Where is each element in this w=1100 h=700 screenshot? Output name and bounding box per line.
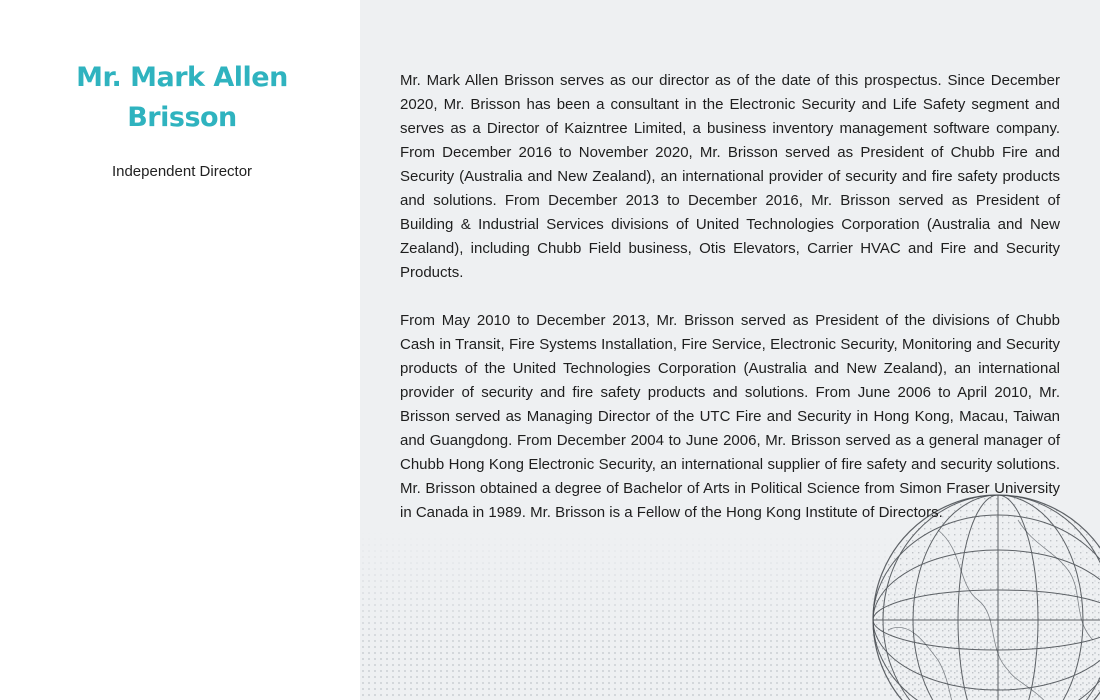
biography-paragraph-2: From May 2010 to December 2013, Mr. Brisson served as President of the divisions of Chubb Cash in Transit, Fire Systems Installation, Fire Service, Electronic Security, Monitoring and Security products of the United Technologies Corporation (Australia and New Zealand), an international provider of security and fire safety products and solutions. From June 2006 to April 2010, Mr. Brisson served as Managing Director of the UTC Fire and Security in Hong Kong, Macau, Taiwan and Guangdong. From December 2004 to June 2006, Mr. Brisson served as a general manager of Chubb Hong Kong Electronic Security, an international supplier of fire safety and security solutions. Mr. Brisson obtained a degree of Bachelor of Arts in Political Science from Simon Fraser University in Canada in 1989. Mr. Brisson is a Fellow of the Hong Kong Institute of Directors. — [400, 312, 1060, 521]
biography-paragraph-1: Mr. Mark Allen Brisson serves as our director as of the date of this prospectus. Since December 2020, Mr. Brisson has been a consultant in the Electronic Security and Life Safety segment and serves as a Director of Kaizntree Limited, a business inventory management software company. From December 2016 to November 2020, Mr. Brisson served as President of Chubb Fire and Security (Australia and New Zealand), an international provider of security and fire safety products and solutions. From December 2013 to December 2016, Mr. Brisson served as President of Building & Industrial Services divisions of United Technologies Corporation (Australia and New Zealand), including Chubb Field business, Otis Elevators, Carrier HVAC and Fire and Security Products. — [400, 72, 1060, 281]
biography-text — [400, 69, 1060, 549]
director-role: Independent Director — [111, 163, 253, 180]
biography-panel — [360, 0, 1100, 700]
profile-panel — [0, 0, 360, 700]
director-name: Mr. Mark Allen Brisson — [76, 62, 288, 133]
